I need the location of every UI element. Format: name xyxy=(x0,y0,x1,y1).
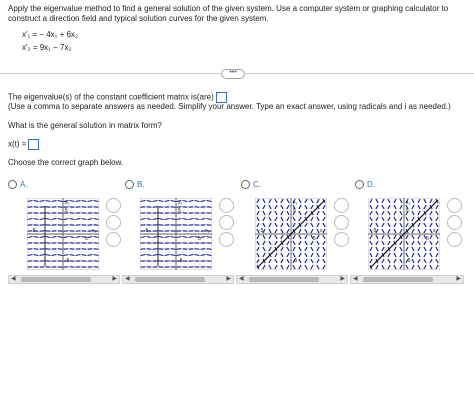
graph-c xyxy=(255,198,327,270)
y-axis-label: x₂ xyxy=(406,200,411,206)
tick-label: -5 xyxy=(259,228,264,234)
zoom-in-button-d[interactable] xyxy=(447,198,462,213)
option-a-label: A. xyxy=(20,180,28,189)
y-axis-label: x₂ xyxy=(178,200,183,206)
answer-label: x(t) = xyxy=(8,139,27,149)
scroll-left-icon[interactable]: ◀ xyxy=(353,276,358,282)
x-axis-label: x₁ xyxy=(92,228,97,234)
eigenvalue-prompt: The eigenvalue(s) of the constant coefficient matrix is(are) xyxy=(8,92,214,102)
tick-label: 5 xyxy=(426,236,429,242)
radio-c[interactable] xyxy=(241,180,250,189)
tick-label: -5 xyxy=(144,228,149,234)
tick-label: -5 xyxy=(31,228,36,234)
graph-b xyxy=(140,198,212,270)
eigenvalue-hint: (Use a comma to separate answers as needed. Simplify your answer. Type an exact answer, using radicals and i as needed.) xyxy=(8,102,451,111)
tick-label: -5 xyxy=(372,228,377,234)
scroll-left-icon[interactable]: ◀ xyxy=(11,276,16,282)
graph-choice-prompt: Choose the correct graph below. xyxy=(8,158,124,167)
tick-label: -5 xyxy=(178,258,183,264)
tick-label: 5 xyxy=(198,236,201,242)
tick-label: 5 xyxy=(293,208,296,214)
expand-graph-button-c[interactable] xyxy=(334,232,349,247)
problem-instruction: Apply the eigenvalue method to find a general solution of the given system. Use a computer system or graphing calculator to construct a direction field and typical solution curves for the given system. xyxy=(8,4,449,23)
tick-label: -5 xyxy=(406,258,411,264)
scrollbar-b[interactable] xyxy=(122,275,234,284)
radio-b[interactable] xyxy=(125,180,134,189)
scroll-right-icon[interactable]: ▶ xyxy=(112,276,117,282)
zoom-in-button-c[interactable] xyxy=(334,198,349,213)
y-axis-label: x₂ xyxy=(65,200,70,206)
tick-label: 5 xyxy=(85,236,88,242)
tick-label: 5 xyxy=(65,208,68,214)
y-axis-label: x₂ xyxy=(293,200,298,206)
scroll-right-icon[interactable]: ▶ xyxy=(456,276,461,282)
scroll-right-icon[interactable]: ▶ xyxy=(226,276,231,282)
general-solution-prompt: What is the general solution in matrix form? xyxy=(8,121,162,130)
option-b-label: B. xyxy=(137,180,145,189)
zoom-out-button-d[interactable] xyxy=(447,215,462,230)
equation-2: x′₂ = 9x₁ − 7x₂ xyxy=(22,43,72,52)
option-b[interactable] xyxy=(125,180,145,189)
expand-graph-button-a[interactable] xyxy=(106,232,121,247)
scrollbar-a[interactable] xyxy=(8,275,120,284)
zoom-out-button-a[interactable] xyxy=(106,215,121,230)
option-c-label: C. xyxy=(253,180,261,189)
tick-label: 5 xyxy=(406,208,409,214)
scrollbar-d[interactable] xyxy=(350,275,464,284)
scroll-thumb[interactable] xyxy=(135,277,205,282)
x-axis-label: x₁ xyxy=(205,228,210,234)
expand-graph-button-d[interactable] xyxy=(447,232,462,247)
scroll-right-icon[interactable]: ▶ xyxy=(340,276,345,282)
graph-d xyxy=(368,198,440,270)
scroll-left-icon[interactable]: ◀ xyxy=(239,276,244,282)
radio-d[interactable] xyxy=(355,180,364,189)
zoom-in-button-b[interactable] xyxy=(219,198,234,213)
tick-label: -5 xyxy=(65,258,70,264)
x-axis-label: x₁ xyxy=(433,228,438,234)
zoom-out-button-b[interactable] xyxy=(219,215,234,230)
scroll-thumb[interactable] xyxy=(249,277,319,282)
option-a[interactable] xyxy=(8,180,28,189)
radio-a[interactable] xyxy=(8,180,17,189)
tick-label: -5 xyxy=(293,258,298,264)
zoom-out-button-c[interactable] xyxy=(334,215,349,230)
scroll-left-icon[interactable]: ◀ xyxy=(125,276,130,282)
general-solution-row xyxy=(8,139,39,150)
expand-graph-button-b[interactable] xyxy=(219,232,234,247)
option-c[interactable] xyxy=(241,180,261,189)
equation-1: x′₁ = − 4x₁ + 6x₂ xyxy=(22,30,79,39)
graph-a xyxy=(27,198,99,270)
general-solution-input[interactable] xyxy=(28,139,39,150)
option-d-label: D. xyxy=(367,180,375,189)
scrollbar-c[interactable] xyxy=(236,275,348,284)
option-d[interactable] xyxy=(355,180,375,189)
tick-label: 5 xyxy=(178,208,181,214)
scroll-thumb[interactable] xyxy=(21,277,91,282)
scroll-thumb[interactable] xyxy=(363,277,433,282)
zoom-in-button-a[interactable] xyxy=(106,198,121,213)
tick-label: 5 xyxy=(313,236,316,242)
x-axis-label: x₁ xyxy=(320,228,325,234)
expand-button[interactable]: ••• xyxy=(221,69,245,79)
